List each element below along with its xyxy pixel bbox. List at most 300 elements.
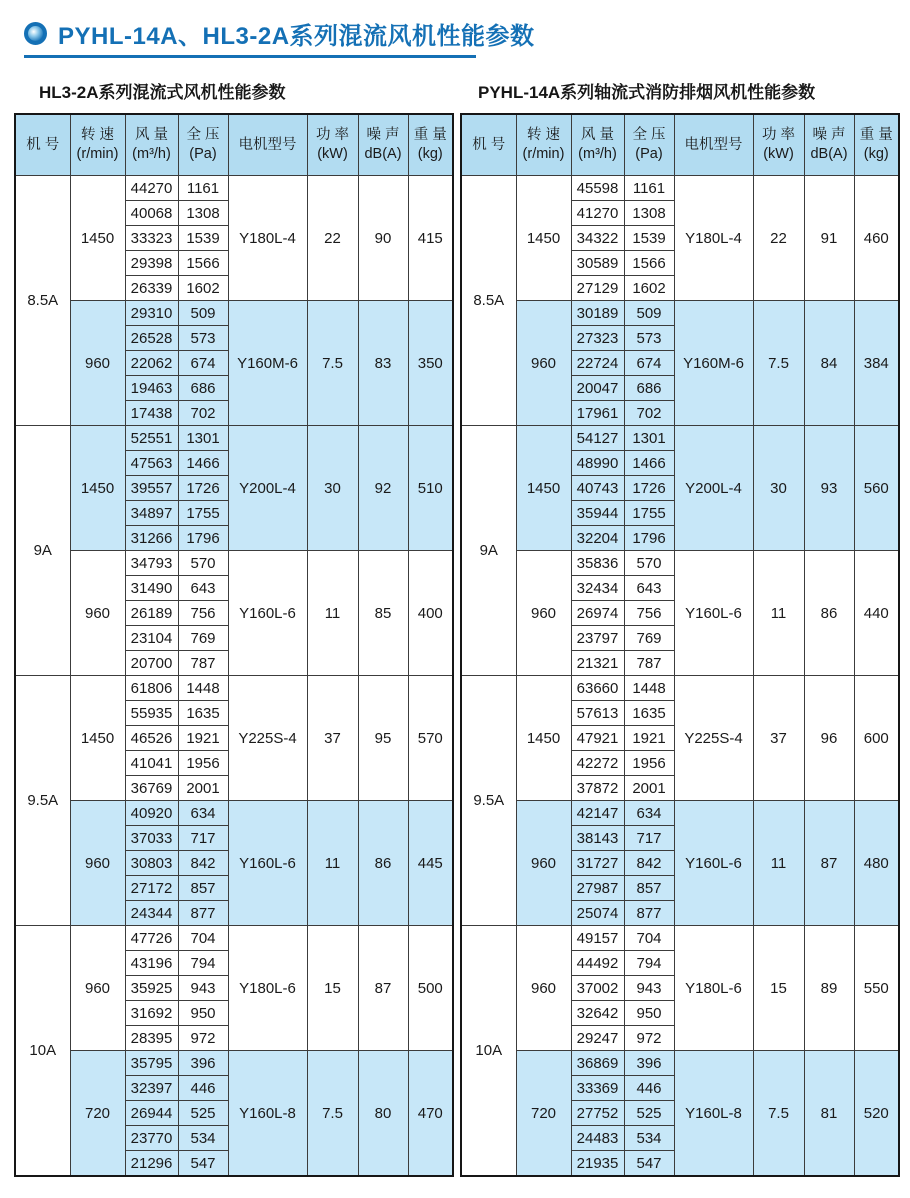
pressure-cell: 573 — [624, 326, 674, 351]
column-header-line2: (Pa) — [635, 146, 663, 162]
pressure-cell: 972 — [624, 1026, 674, 1051]
pressure-cell: 643 — [178, 576, 228, 601]
flow-cell: 37872 — [571, 776, 624, 801]
pressure-cell: 446 — [178, 1076, 228, 1101]
page-title: PYHL-14A、HL3-2A系列混流风机性能参数 — [58, 22, 535, 50]
column-header-line1: 转 速 — [526, 127, 561, 144]
flow-cell: 45598 — [571, 176, 624, 201]
column-header — [753, 114, 804, 176]
flow-cell: 35795 — [125, 1051, 178, 1076]
pressure-cell: 857 — [178, 876, 228, 901]
right-table-section — [460, 66, 898, 1177]
column-header — [228, 114, 307, 176]
speed-cell: 960 — [516, 301, 571, 426]
pressure-cell: 1161 — [624, 176, 674, 201]
pressure-cell: 1539 — [624, 226, 674, 251]
table-row — [15, 426, 453, 451]
power-cell: 11 — [307, 801, 358, 926]
title-row — [24, 16, 897, 50]
fan-performance-table-pyhl-14a — [460, 113, 900, 1177]
speed-cell: 1450 — [516, 176, 571, 301]
column-header — [70, 114, 125, 176]
flow-cell: 39557 — [125, 476, 178, 501]
table-caption: PYHL-14A系列轴流式消防排烟风机性能参数 — [478, 83, 816, 102]
flow-cell: 20700 — [125, 651, 178, 676]
table-header — [461, 114, 899, 176]
pressure-cell: 509 — [178, 301, 228, 326]
flow-cell: 40743 — [571, 476, 624, 501]
table-row — [461, 551, 899, 576]
column-header-line1: 重 量 — [413, 127, 447, 144]
pressure-cell: 534 — [624, 1126, 674, 1151]
pressure-cell: 396 — [178, 1051, 228, 1076]
pressure-cell: 1539 — [178, 226, 228, 251]
speed-cell: 720 — [516, 1051, 571, 1177]
table-row — [461, 926, 899, 951]
column-header-line1: 功 率 — [761, 127, 796, 144]
column-header-line2: (r/min) — [76, 146, 119, 162]
flow-cell: 43196 — [125, 951, 178, 976]
motor-cell: Y160L-8 — [674, 1051, 753, 1177]
power-cell: 37 — [753, 676, 804, 801]
flow-cell: 20047 — [571, 376, 624, 401]
pressure-cell: 1448 — [624, 676, 674, 701]
header-row — [461, 114, 899, 176]
flow-cell: 17438 — [125, 401, 178, 426]
motor-cell: Y160M-6 — [674, 301, 753, 426]
weight-cell: 480 — [854, 801, 899, 926]
speed-cell: 960 — [70, 801, 125, 926]
power-cell: 15 — [753, 926, 804, 1051]
pressure-cell: 1308 — [178, 201, 228, 226]
flow-cell: 27129 — [571, 276, 624, 301]
pressure-cell: 717 — [178, 826, 228, 851]
weight-cell: 415 — [408, 176, 453, 301]
noise-cell: 80 — [358, 1051, 408, 1177]
motor-cell: Y225S-4 — [228, 676, 307, 801]
flow-cell: 24483 — [571, 1126, 624, 1151]
pressure-cell: 857 — [624, 876, 674, 901]
motor-cell: Y200L-4 — [228, 426, 307, 551]
flow-cell: 31490 — [125, 576, 178, 601]
pressure-cell: 686 — [624, 376, 674, 401]
power-cell: 30 — [307, 426, 358, 551]
model-cell: 9.5A — [461, 676, 516, 926]
motor-cell: Y180L-6 — [674, 926, 753, 1051]
tables-row — [14, 66, 897, 1177]
flow-cell: 25074 — [571, 901, 624, 926]
column-header-line2: (m³/h) — [578, 146, 617, 162]
pressure-cell: 877 — [624, 901, 674, 926]
flow-cell: 42147 — [571, 801, 624, 826]
pressure-cell: 769 — [624, 626, 674, 651]
pressure-cell: 842 — [624, 851, 674, 876]
pressure-cell: 877 — [178, 901, 228, 926]
flow-cell: 31727 — [571, 851, 624, 876]
flow-cell: 38143 — [571, 826, 624, 851]
table-row — [15, 551, 453, 576]
pressure-cell: 1466 — [624, 451, 674, 476]
model-cell: 9A — [461, 426, 516, 676]
flow-cell: 41041 — [125, 751, 178, 776]
column-header-line2: dB(A) — [810, 146, 848, 162]
model-cell: 8.5A — [461, 176, 516, 426]
weight-cell: 570 — [408, 676, 453, 801]
motor-cell: Y160L-6 — [674, 801, 753, 926]
speed-cell: 960 — [516, 801, 571, 926]
pressure-cell: 446 — [624, 1076, 674, 1101]
flow-cell: 23797 — [571, 626, 624, 651]
column-header — [461, 114, 516, 176]
flow-cell: 55935 — [125, 701, 178, 726]
flow-cell: 21321 — [571, 651, 624, 676]
pressure-cell: 1726 — [624, 476, 674, 501]
flow-cell: 22724 — [571, 351, 624, 376]
motor-cell: Y200L-4 — [674, 426, 753, 551]
noise-cell: 89 — [804, 926, 854, 1051]
pressure-cell: 756 — [624, 601, 674, 626]
column-header — [408, 114, 453, 176]
model-cell: 8.5A — [15, 176, 70, 426]
noise-cell: 91 — [804, 176, 854, 301]
noise-cell: 96 — [804, 676, 854, 801]
document-header — [24, 16, 897, 58]
column-header — [307, 114, 358, 176]
power-cell: 11 — [753, 801, 804, 926]
pressure-cell: 525 — [624, 1101, 674, 1126]
flow-cell: 26528 — [125, 326, 178, 351]
table-row — [461, 1051, 899, 1076]
pressure-cell: 1602 — [624, 276, 674, 301]
flow-cell: 52551 — [125, 426, 178, 451]
flow-cell: 41270 — [571, 201, 624, 226]
table-row — [15, 926, 453, 951]
flow-cell: 19463 — [125, 376, 178, 401]
flow-cell: 49157 — [571, 926, 624, 951]
column-header-line1: 电机型号 — [238, 136, 297, 153]
power-cell: 11 — [307, 551, 358, 676]
pressure-cell: 1466 — [178, 451, 228, 476]
column-header-line1: 功 率 — [315, 127, 350, 144]
speed-cell: 960 — [70, 926, 125, 1051]
flow-cell: 35925 — [125, 976, 178, 1001]
speed-cell: 720 — [70, 1051, 125, 1177]
flow-cell: 35836 — [571, 551, 624, 576]
column-header-line2: (r/min) — [522, 146, 565, 162]
flow-cell: 47563 — [125, 451, 178, 476]
column-header-line2: (m³/h) — [132, 146, 171, 162]
flow-cell: 40068 — [125, 201, 178, 226]
motor-cell: Y225S-4 — [674, 676, 753, 801]
pressure-cell: 794 — [624, 951, 674, 976]
flow-cell: 33369 — [571, 1076, 624, 1101]
noise-cell: 87 — [804, 801, 854, 926]
speed-cell: 960 — [516, 926, 571, 1051]
table-row — [15, 1051, 453, 1076]
column-header-line1: 全 压 — [186, 127, 220, 144]
flow-cell: 37033 — [125, 826, 178, 851]
pressure-cell: 1635 — [178, 701, 228, 726]
pressure-cell: 534 — [178, 1126, 228, 1151]
speed-cell: 1450 — [70, 176, 125, 301]
fan-performance-table-hl3-2a — [14, 113, 454, 1177]
speed-cell: 960 — [70, 551, 125, 676]
flow-cell: 26189 — [125, 601, 178, 626]
weight-cell: 560 — [854, 426, 899, 551]
table-row — [15, 676, 453, 701]
table-row — [15, 801, 453, 826]
speed-cell: 1450 — [516, 676, 571, 801]
pressure-cell: 1726 — [178, 476, 228, 501]
pressure-cell: 1921 — [624, 726, 674, 751]
weight-cell: 400 — [408, 551, 453, 676]
table-row — [461, 301, 899, 326]
column-header-line1: 电机型号 — [684, 136, 743, 153]
flow-cell: 27987 — [571, 876, 624, 901]
pressure-cell: 674 — [624, 351, 674, 376]
flow-cell: 48990 — [571, 451, 624, 476]
flow-cell: 44492 — [571, 951, 624, 976]
pressure-cell: 717 — [624, 826, 674, 851]
flow-cell: 35944 — [571, 501, 624, 526]
pressure-cell: 674 — [178, 351, 228, 376]
weight-cell: 500 — [408, 926, 453, 1051]
flow-cell: 54127 — [571, 426, 624, 451]
noise-cell: 86 — [804, 551, 854, 676]
pressure-cell: 704 — [624, 926, 674, 951]
column-header — [674, 114, 753, 176]
flow-cell: 30189 — [571, 301, 624, 326]
column-header-line1: 风 量 — [134, 127, 169, 144]
power-cell: 22 — [753, 176, 804, 301]
column-header — [178, 114, 228, 176]
flow-cell: 36869 — [571, 1051, 624, 1076]
weight-cell: 384 — [854, 301, 899, 426]
column-header — [15, 114, 70, 176]
column-header-line1: 噪 声 — [366, 127, 400, 144]
pressure-cell: 1956 — [624, 751, 674, 776]
motor-cell: Y160L-6 — [228, 801, 307, 926]
flow-cell: 26974 — [571, 601, 624, 626]
flow-cell: 36769 — [125, 776, 178, 801]
pressure-cell: 686 — [178, 376, 228, 401]
column-header-line2: (kg) — [417, 146, 443, 162]
pressure-cell: 702 — [624, 401, 674, 426]
power-cell: 7.5 — [307, 301, 358, 426]
pressure-cell: 2001 — [178, 776, 228, 801]
flow-cell: 34897 — [125, 501, 178, 526]
column-header — [854, 114, 899, 176]
speed-cell: 1450 — [516, 426, 571, 551]
flow-cell: 46526 — [125, 726, 178, 751]
flow-cell: 24344 — [125, 901, 178, 926]
pressure-cell: 1566 — [178, 251, 228, 276]
column-header — [624, 114, 674, 176]
column-header-line2: dB(A) — [364, 146, 402, 162]
pressure-cell: 1755 — [624, 501, 674, 526]
column-header-line1: 机 号 — [472, 136, 506, 153]
flow-cell: 40920 — [125, 801, 178, 826]
weight-cell: 600 — [854, 676, 899, 801]
flow-cell: 32204 — [571, 526, 624, 551]
pressure-cell: 1301 — [178, 426, 228, 451]
noise-cell: 86 — [358, 801, 408, 926]
flow-cell: 61806 — [125, 676, 178, 701]
speed-cell: 1450 — [70, 676, 125, 801]
weight-cell: 510 — [408, 426, 453, 551]
column-header-line2: (kg) — [863, 146, 889, 162]
pressure-cell: 972 — [178, 1026, 228, 1051]
weight-cell: 445 — [408, 801, 453, 926]
flow-cell: 27172 — [125, 876, 178, 901]
table-body — [461, 176, 899, 1177]
flow-cell: 42272 — [571, 751, 624, 776]
power-cell: 11 — [753, 551, 804, 676]
flow-cell: 23770 — [125, 1126, 178, 1151]
pressure-cell: 547 — [178, 1151, 228, 1177]
flow-cell: 47726 — [125, 926, 178, 951]
column-header — [358, 114, 408, 176]
pressure-cell: 842 — [178, 851, 228, 876]
pressure-cell: 943 — [178, 976, 228, 1001]
speed-cell: 1450 — [70, 426, 125, 551]
column-header-line2: (Pa) — [189, 146, 217, 162]
flow-cell: 57613 — [571, 701, 624, 726]
column-header — [804, 114, 854, 176]
pressure-cell: 787 — [624, 651, 674, 676]
flow-cell: 29398 — [125, 251, 178, 276]
pressure-cell: 1448 — [178, 676, 228, 701]
pressure-cell: 634 — [624, 801, 674, 826]
pressure-cell: 1602 — [178, 276, 228, 301]
target-circle-icon — [24, 22, 47, 45]
pressure-cell: 950 — [624, 1001, 674, 1026]
flow-cell: 37002 — [571, 976, 624, 1001]
speed-cell: 960 — [516, 551, 571, 676]
table-caption: HL3-2A系列混流式风机性能参数 — [39, 83, 286, 102]
pressure-cell: 756 — [178, 601, 228, 626]
flow-cell: 30589 — [571, 251, 624, 276]
flow-cell: 30803 — [125, 851, 178, 876]
pressure-cell: 396 — [624, 1051, 674, 1076]
column-header-line1: 转 速 — [80, 127, 115, 144]
power-cell: 7.5 — [753, 1051, 804, 1177]
pressure-cell: 1796 — [178, 526, 228, 551]
pressure-cell: 570 — [178, 551, 228, 576]
pressure-cell: 1161 — [178, 176, 228, 201]
pressure-cell: 1921 — [178, 726, 228, 751]
column-header — [571, 114, 624, 176]
column-header-line1: 重 量 — [859, 127, 893, 144]
column-header-line2: (kW) — [763, 146, 794, 162]
noise-cell: 85 — [358, 551, 408, 676]
flow-cell: 27323 — [571, 326, 624, 351]
pressure-cell: 525 — [178, 1101, 228, 1126]
flow-cell: 63660 — [571, 676, 624, 701]
pressure-cell: 1635 — [624, 701, 674, 726]
flow-cell: 26339 — [125, 276, 178, 301]
power-cell: 7.5 — [753, 301, 804, 426]
flow-cell: 31692 — [125, 1001, 178, 1026]
noise-cell: 95 — [358, 676, 408, 801]
flow-cell: 32434 — [571, 576, 624, 601]
table-row — [461, 176, 899, 201]
table-row — [15, 301, 453, 326]
flow-cell: 32642 — [571, 1001, 624, 1026]
flow-cell: 34793 — [125, 551, 178, 576]
motor-cell: Y180L-4 — [674, 176, 753, 301]
noise-cell: 90 — [358, 176, 408, 301]
pressure-cell: 943 — [624, 976, 674, 1001]
pressure-cell: 547 — [624, 1151, 674, 1177]
motor-cell: Y180L-4 — [228, 176, 307, 301]
pressure-cell: 794 — [178, 951, 228, 976]
flow-cell: 26944 — [125, 1101, 178, 1126]
pressure-cell: 634 — [178, 801, 228, 826]
column-header-line1: 噪 声 — [812, 127, 846, 144]
pressure-cell: 1956 — [178, 751, 228, 776]
noise-cell: 93 — [804, 426, 854, 551]
pressure-cell: 702 — [178, 401, 228, 426]
flow-cell: 21935 — [571, 1151, 624, 1177]
noise-cell: 87 — [358, 926, 408, 1051]
model-cell: 10A — [461, 926, 516, 1177]
model-cell: 9A — [15, 426, 70, 676]
column-header-line1: 机 号 — [26, 136, 60, 153]
table-body — [15, 176, 453, 1177]
left-table-section — [14, 66, 452, 1177]
weight-cell: 460 — [854, 176, 899, 301]
flow-cell: 32397 — [125, 1076, 178, 1101]
flow-cell: 28395 — [125, 1026, 178, 1051]
power-cell: 22 — [307, 176, 358, 301]
pressure-cell: 509 — [624, 301, 674, 326]
pressure-cell: 570 — [624, 551, 674, 576]
motor-cell: Y180L-6 — [228, 926, 307, 1051]
flow-cell: 29247 — [571, 1026, 624, 1051]
motor-cell: Y160L-8 — [228, 1051, 307, 1177]
table-row — [461, 801, 899, 826]
table-header — [15, 114, 453, 176]
pressure-cell: 769 — [178, 626, 228, 651]
flow-cell: 29310 — [125, 301, 178, 326]
pressure-cell: 787 — [178, 651, 228, 676]
table-row — [15, 176, 453, 201]
header-row — [15, 114, 453, 176]
model-cell: 10A — [15, 926, 70, 1177]
flow-cell: 34322 — [571, 226, 624, 251]
column-header-line1: 风 量 — [580, 127, 615, 144]
column-header — [125, 114, 178, 176]
pressure-cell: 704 — [178, 926, 228, 951]
pressure-cell: 1755 — [178, 501, 228, 526]
model-cell: 9.5A — [15, 676, 70, 926]
pressure-cell: 573 — [178, 326, 228, 351]
table-row — [461, 426, 899, 451]
speed-cell: 960 — [70, 301, 125, 426]
pressure-cell: 643 — [624, 576, 674, 601]
motor-cell: Y160L-6 — [674, 551, 753, 676]
weight-cell: 520 — [854, 1051, 899, 1177]
weight-cell: 440 — [854, 551, 899, 676]
flow-cell: 22062 — [125, 351, 178, 376]
noise-cell: 81 — [804, 1051, 854, 1177]
pressure-cell: 2001 — [624, 776, 674, 801]
noise-cell: 84 — [804, 301, 854, 426]
pressure-cell: 1566 — [624, 251, 674, 276]
motor-cell: Y160M-6 — [228, 301, 307, 426]
flow-cell: 31266 — [125, 526, 178, 551]
